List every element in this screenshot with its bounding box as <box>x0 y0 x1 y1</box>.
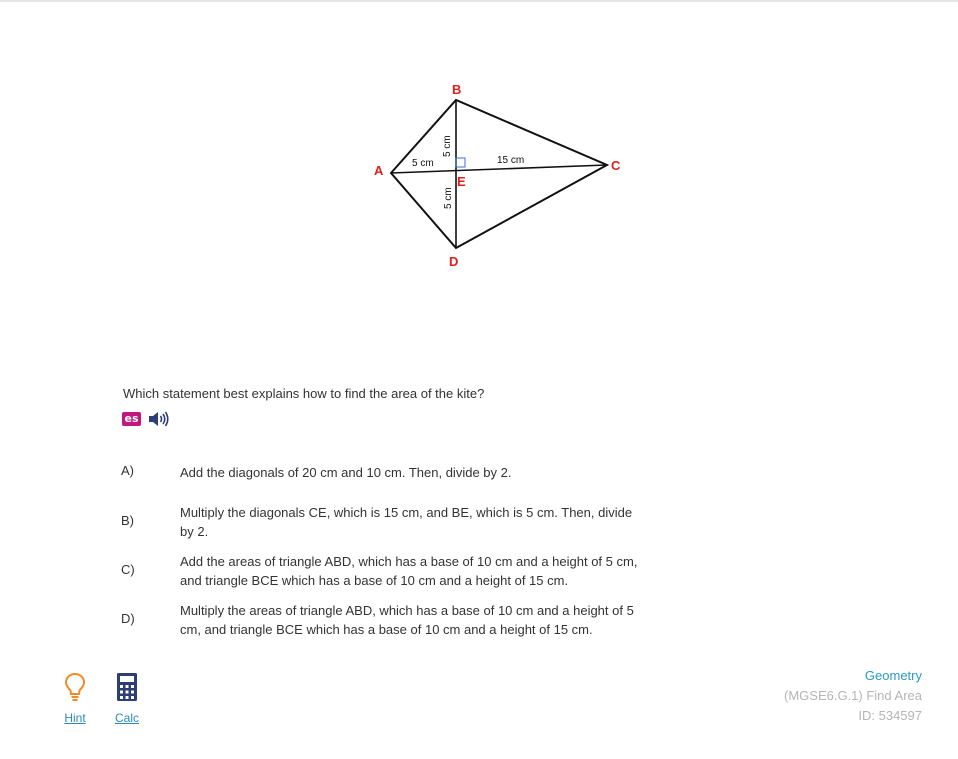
choice-text: Add the diagonals of 20 cm and 10 cm. Then, divide by 2. <box>180 465 512 480</box>
kite-outline <box>391 100 607 248</box>
vertex-a: A <box>374 163 384 178</box>
question-meta <box>784 666 922 726</box>
question-id: ID: 534597 <box>858 708 922 723</box>
measure-be: 5 cm <box>442 135 453 157</box>
hint-button[interactable] <box>55 672 95 725</box>
choice-letter: C) <box>121 562 135 577</box>
vertex-c: C <box>611 158 621 173</box>
choice-text: Multiply the areas of triangle ABD, which has a base of 10 cm and a height of 5 cm, and triangle BCE which has a base of 10 cm and a height of 15 cm. <box>180 603 634 637</box>
measure-ed: 5 cm <box>443 187 454 209</box>
question-prompt: Which statement best explains how to find the area of the kite? <box>123 386 485 401</box>
measure-ae: 5 cm <box>412 158 434 169</box>
calculator-icon <box>116 672 138 702</box>
top-border <box>0 0 958 2</box>
choice-text: Multiply the diagonals CE, which is 15 cm, and BE, which is 5 cm. Then, divide by 2. <box>180 505 633 539</box>
measure-ec: 15 cm <box>497 155 525 166</box>
choice-letter: D) <box>121 611 135 626</box>
vertex-e: E <box>457 174 466 189</box>
question-tools <box>122 409 169 429</box>
choice-text: Add the areas of triangle ABD, which has a base of 10 cm and a height of 5 cm, and triangle BCE which has a base of 10 cm and a height of 15 cm. <box>180 554 638 588</box>
calc-button[interactable] <box>107 672 147 725</box>
standard-label: (MGSE6.G.1) Find Area <box>784 688 922 703</box>
subject-label: Geometry <box>864 668 922 683</box>
spanish-translation-button[interactable]: es <box>122 412 141 426</box>
lightbulb-icon <box>64 672 86 702</box>
vertex-b: B <box>452 82 462 97</box>
calc-label[interactable]: Calc <box>114 711 139 725</box>
right-angle-marker <box>456 158 465 167</box>
speaker-icon[interactable] <box>147 410 169 428</box>
choice-letter: B) <box>121 513 134 528</box>
hint-label[interactable]: Hint <box>64 711 86 725</box>
vertex-d: D <box>449 254 459 269</box>
kite-diagram <box>360 75 640 275</box>
choice-letter: A) <box>121 463 134 478</box>
